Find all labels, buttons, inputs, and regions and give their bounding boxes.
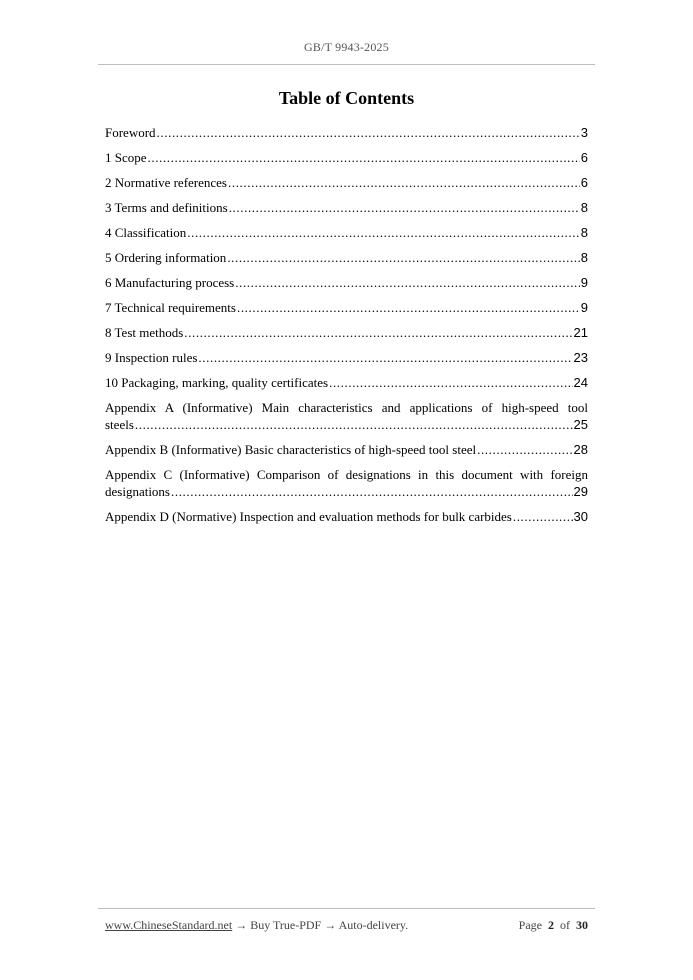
toc-entry-ordering-information[interactable] (105, 249, 588, 266)
toc-entry-title: Appendix B (Informative) Basic characteristics of high-speed tool steel (105, 442, 477, 457)
running-header: GB/T 9943-2025 (304, 40, 389, 54)
toc-entry-page: 8 (580, 225, 588, 240)
toc-entry-title: 1 Scope (105, 150, 147, 165)
toc-entry-title: 3 Terms and definitions (105, 200, 228, 215)
toc-entry-manufacturing-process[interactable] (105, 274, 588, 291)
toc-entry-appendix-a[interactable] (105, 399, 588, 433)
site-link[interactable]: www.ChineseStandard.net (105, 918, 233, 932)
toc-entry-title: Foreword (105, 125, 156, 140)
header-divider (98, 64, 595, 65)
dot-leader (329, 374, 572, 391)
toc-title: Table of Contents (278, 88, 415, 108)
dot-leader (229, 199, 580, 216)
auto-delivery-text: Auto-delivery. (338, 918, 409, 932)
dot-leader (198, 349, 572, 366)
footer-left (105, 918, 408, 933)
toc-entry-scope[interactable] (105, 149, 588, 166)
toc-entry-page: 9 (580, 300, 588, 315)
toc-entry-page: 6 (580, 175, 588, 190)
toc-entry-page: 9 (580, 275, 588, 290)
dot-leader (513, 508, 573, 525)
toc-entry-page: 8 (580, 200, 588, 215)
dot-leader (187, 224, 580, 241)
toc-entry-title: Appendix A (Informative) Main characteristics and applications of high-speed tool (105, 400, 588, 415)
toc-entry-page: 23 (573, 350, 588, 365)
dot-leader (157, 124, 580, 141)
toc-entry-title: 2 Normative references (105, 175, 227, 190)
dot-leader (148, 149, 580, 166)
page-number: Page 2 of 30 (518, 918, 588, 932)
toc-entry-foreword[interactable] (105, 124, 588, 141)
toc-entry-title: 8 Test methods (105, 325, 184, 340)
dot-leader (228, 174, 580, 191)
toc-entry-title: Appendix D (Normative) Inspection and evaluation methods for bulk carbides (105, 509, 512, 524)
toc-entry-inspection-rules[interactable] (105, 349, 588, 366)
toc-entry-page: 28 (573, 442, 588, 457)
toc-entry-terms-definitions[interactable] (105, 199, 588, 216)
toc-entry-title: 5 Ordering information (105, 250, 227, 265)
dot-leader (184, 324, 572, 341)
table-of-contents (105, 124, 588, 533)
toc-entry-normative-references[interactable] (105, 174, 588, 191)
toc-entry-page: 8 (580, 250, 588, 265)
toc-entry-title: 7 Technical requirements (105, 300, 236, 315)
dot-leader (235, 274, 580, 291)
toc-entry-test-methods[interactable] (105, 324, 588, 341)
toc-entry-title: Appendix C (Informative) Comparison of designations in this document with foreign (105, 467, 588, 482)
toc-entry-classification[interactable] (105, 224, 588, 241)
toc-entry-title: 10 Packaging, marking, quality certificates (105, 375, 329, 390)
toc-entry-appendix-d[interactable] (105, 508, 588, 525)
toc-entry-page: 29 (573, 484, 588, 499)
toc-entry-title: 6 Manufacturing process (105, 275, 235, 290)
toc-entry-packaging[interactable] (105, 374, 588, 391)
toc-entry-title-continued: steels (105, 417, 134, 432)
toc-entry-title: 9 Inspection rules (105, 350, 198, 365)
toc-entry-page: 25 (573, 417, 588, 432)
current-page: 2 (548, 918, 554, 932)
buy-pdf-text: Buy True-PDF (250, 918, 322, 932)
dot-leader (477, 441, 572, 458)
footer-divider (98, 908, 595, 909)
toc-entry-page: 21 (573, 325, 588, 340)
toc-entry-appendix-b[interactable] (105, 441, 588, 458)
dot-leader (227, 249, 579, 266)
dot-leader (171, 483, 573, 500)
toc-entry-technical-requirements[interactable] (105, 299, 588, 316)
toc-entry-page: 6 (580, 150, 588, 165)
total-pages: 30 (576, 918, 588, 932)
toc-entry-page: 24 (573, 375, 588, 390)
arrow-icon: → (324, 918, 337, 932)
toc-entry-page: 3 (580, 125, 588, 140)
toc-entry-title-continued: designations (105, 484, 170, 499)
page-footer (105, 918, 588, 933)
arrow-icon: → (235, 918, 248, 932)
toc-entry-appendix-c[interactable] (105, 466, 588, 500)
dot-leader (237, 299, 580, 316)
dot-leader (135, 416, 573, 433)
toc-entry-title: 4 Classification (105, 225, 187, 240)
toc-entry-page: 30 (573, 509, 588, 524)
